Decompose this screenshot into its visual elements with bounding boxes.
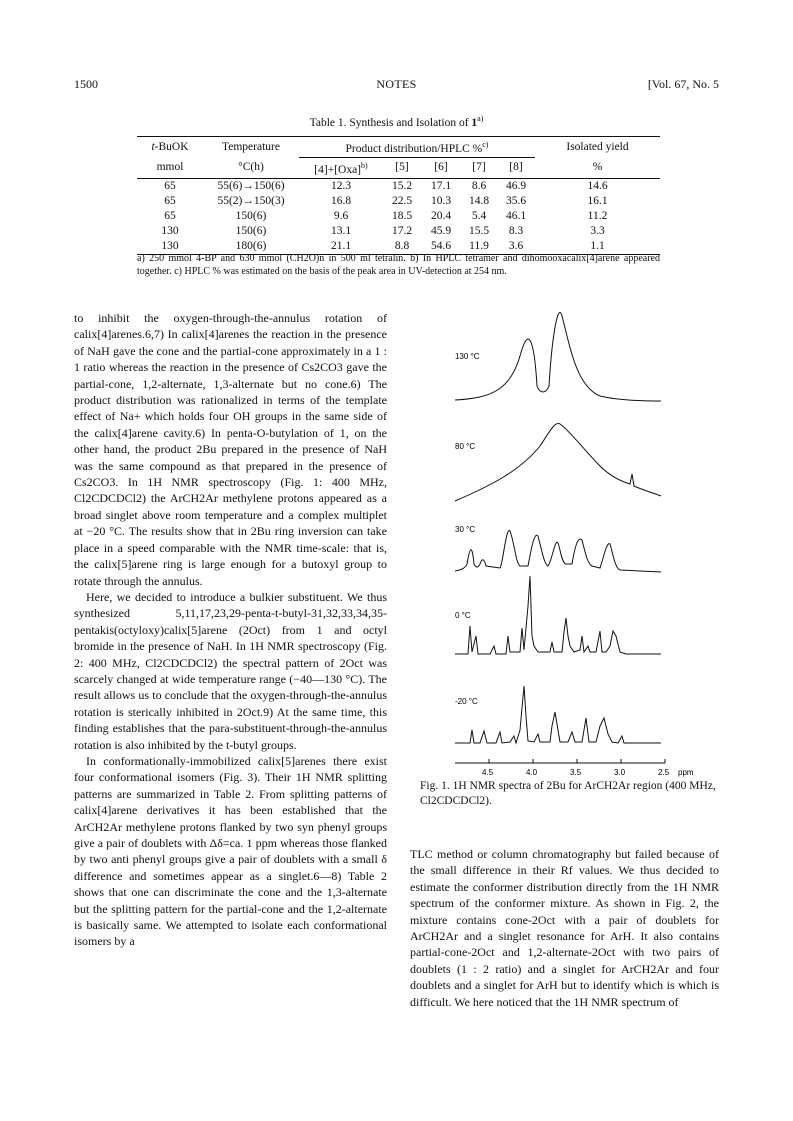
axis-tick-label: 3.0 bbox=[614, 768, 626, 777]
header-product-distribution: Product distribution/HPLC %$^{c)}$ bbox=[299, 137, 535, 158]
table-caption: Table 1. Synthesis and Isolation of 1$^{a)}$ bbox=[309, 114, 484, 129]
header-isolated-yield: Isolated yield bbox=[535, 137, 660, 158]
unit-cell: [6] bbox=[421, 157, 461, 178]
table-row: 65 150(6) 9.6 18.5 20.4 5.4 46.1 11.2 bbox=[164, 209, 608, 222]
spectrum-130c bbox=[455, 312, 661, 401]
synthesis-table bbox=[137, 136, 660, 255]
unit-cell: [8] bbox=[497, 157, 535, 178]
paragraph: to inhibit the oxygen-through-the-annulus rotation of calix[4]arenes.6,7) In calix[4]arenes the reaction in the presence of NaH gave the cone and the partial-cone approximately in a 1 : 1 ratio whereas the reaction in the presence of Cs2CO3 gave the partial-cone, 1,2-alternate, 1,3-alternate but no cone.6) The product distribution was rationalized in terms of the template effect of Na+ which holds four OH groups in the same side of the calix[4]arene cavity.6) In penta-O-butylation of 1, on the other hand, the product 2Bu prepared in the presence of NaH was the same compound as that prepared in the presence of Cs2CO3. In 1H NMR spectroscopy (Fig. 1: 400 MHz, Cl2CDCDCl2) the ArCH2Ar methylene protons appeared as a broad singlet above room temperature and a complex multiplet at −20 °C. The results show that in 2Bu ring inversion can take place in a speed comparable with the NMR time-scale: that is, the calix[5]arene ring is large enough for a butoxyl group to rotate through the annulus. bbox=[74, 311, 387, 588]
page-number: 1500 bbox=[74, 77, 98, 91]
temp-label-130c: 130 °C bbox=[455, 352, 480, 361]
nmr-spectra-figure bbox=[410, 306, 719, 786]
spectrum-30c bbox=[455, 531, 661, 572]
figure-caption: Fig. 1. 1H NMR spectra of 2Bu for ArCH2Ar region (400 MHz, Cl2CDCDCl2). bbox=[420, 780, 716, 807]
axis-tick-label: 3.5 bbox=[570, 768, 582, 777]
table-row: 130 180(6) 21.1 8.8 54.6 11.9 3.6 1.1 bbox=[137, 239, 660, 255]
spectrum-0c bbox=[455, 576, 661, 654]
table-row: 65 55(6)→150(6) 12.3 15.2 17.1 8.6 46.9 14.6 bbox=[164, 179, 608, 192]
paragraph: Here, we decided to introduce a bulkier substituent. We thus synthesized 5,11,17,23,29-penta-t-butyl-31,32,33,34,35-pentakis(octyloxy)calix[5]arene (2Oct) from 1 and octyl bromide in the presence of NaH. In 1H NMR spectroscopy (Fig. 2: 400 MHz, Cl2CDCDCl2) the spectral pattern of 2Oct was scarcely changed at wide temperature range (−40—130 °C). The result allows us to conclude that the oxygen-through-the-annulus rotation is sterically inhibited in 2Oct.9) At the same time, this finding establishes that the para-substituent-through-the-annulus rotation is also inhibited by the t-butyl groups. bbox=[74, 589, 387, 752]
temp-label-minus20c: -20 °C bbox=[455, 697, 478, 706]
axis-tick-label: 4.0 bbox=[526, 768, 538, 777]
header-tbuok: t-BuOK bbox=[137, 137, 203, 158]
temp-label-30c: 30 °C bbox=[455, 525, 476, 534]
axis-tick-label: 4.5 bbox=[482, 768, 494, 777]
table-row: 130 150(6) 13.1 17.2 45.9 15.5 8.3 3.3 bbox=[161, 224, 605, 237]
unit-cell: mmol bbox=[137, 157, 203, 178]
spectrum-minus20c bbox=[455, 686, 661, 743]
temp-label-0c: 0 °C bbox=[455, 611, 471, 620]
section-header: NOTES bbox=[376, 77, 417, 91]
body-column-right bbox=[410, 846, 719, 1010]
unit-cell: [5] bbox=[383, 157, 421, 178]
unit-cell: % bbox=[535, 157, 660, 178]
paragraph: TLC method or column chromatography but failed because of the small difference in their Rf values. We thus decided to estimate the conformer distribution directly from the 1H NMR spectrum of the conformer mixture. As shown in Fig. 2, the mixture contains cone-2Oct with a pair of doublets for ArCH2Ar and a singlet resonance for ArH. It also contains partial-cone-2Oct and 1,2-alternate-2Oct with two pairs of doublets (1 : 2 ratio) and a singlet for ArCH2Ar and four doublets and a singlet for ArH but to identify which is which is difficult. We here noticed that the 1H NMR spectrum of bbox=[410, 847, 719, 1009]
body-column-left bbox=[74, 310, 387, 950]
spectrum-80c bbox=[455, 423, 661, 501]
table-footnote: a) 250 mmol 4-BP and 630 mmol (CH2O)n in 500 ml tetralin. b) In HPLC tetramer and dihomooxacalix[4]arene appeared together. c) HPLC % was estimated on the basis of the peak area in UV-detection at 254 nm. bbox=[137, 253, 660, 277]
paragraph: In conformationally-immobilized calix[5]arenes there exist four conformational isomers (Fig. 3). Their 1H NMR splitting patterns are summarized in Table 2. From splitting patterns of calix[4]arene derivatives it has been established that the ArCH2Ar methylene protons flanked by two syn phenyl groups give a pair of doublets with Δδ=ca. 1 ppm whereas those flanked by two anti phenyl groups give a pair of doublets with a small δ difference and sometimes appear as a singlet.6—8) Table 2 shows that one can discriminate the cone and the 1,3-alternate but the splitting pattern for the partial-cone and the 1,2-alternate is basically same. We attempted to isolate each conformational isomers by a bbox=[74, 753, 387, 949]
unit-cell: [7] bbox=[461, 157, 497, 178]
temp-label-80c: 80 °C bbox=[455, 442, 476, 451]
header-temperature: Temperature bbox=[203, 137, 299, 158]
volume-label: [Vol. 67, No. 5 bbox=[647, 77, 719, 91]
unit-cell: [4]+[Oxa]$^{b)}$ bbox=[299, 157, 383, 178]
axis-tick-label: 2.5 bbox=[658, 768, 670, 777]
table-row: 65 55(2)→150(3) 16.8 22.5 10.3 14.8 35.6 16.1 bbox=[164, 194, 608, 207]
unit-cell: °C(h) bbox=[203, 157, 299, 178]
axis-unit-label: ppm bbox=[678, 768, 694, 777]
